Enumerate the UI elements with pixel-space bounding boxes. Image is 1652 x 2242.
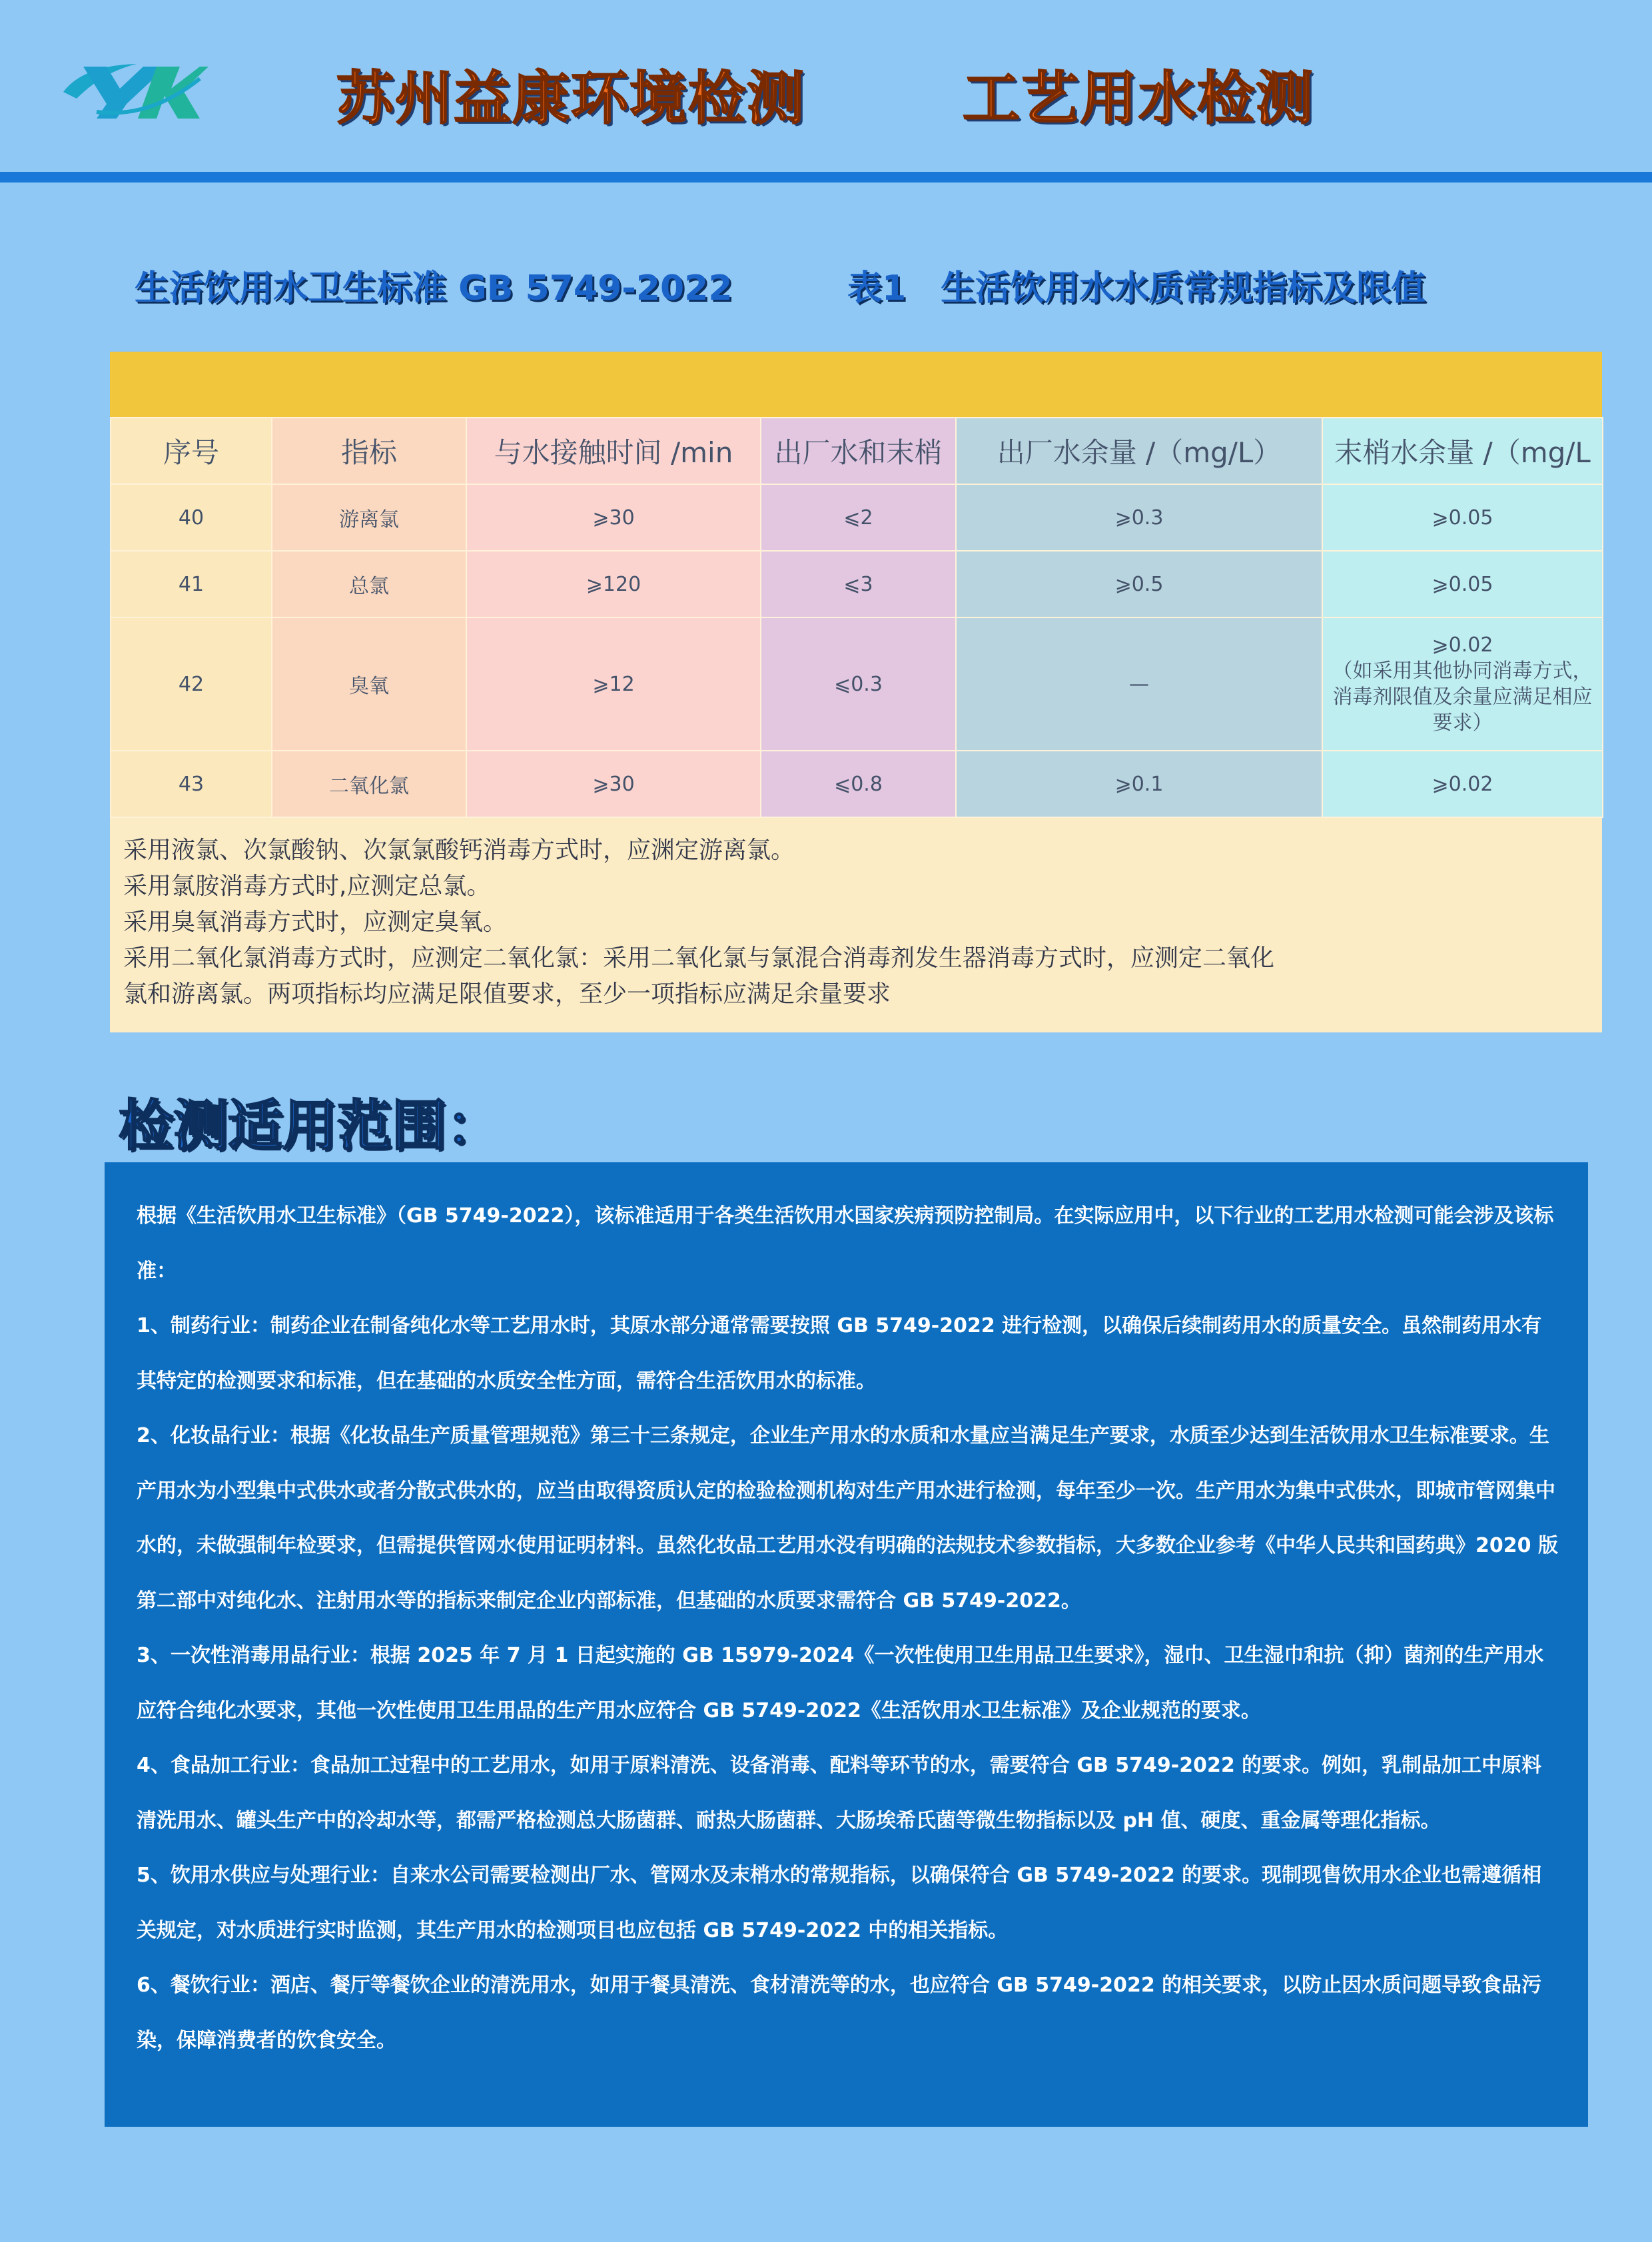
limits-table [110, 417, 1603, 818]
cell-indicator: 总氯 [272, 551, 466, 617]
scope-paragraph: 4、食品加工行业：食品加工过程中的工艺用水，如用于原料清洗、设备消毒、配料等环节的水，需要符合 GB 5749-2022 的要求。例如，乳制品加工中原料清洗用水、罐头生产中的冷却水等，都需严格检测总大肠菌群、耐热大肠菌群、大肠埃希氏菌等微生物指标以及 pH 值、硬度、重金属等理化指标。 [137, 1754, 1542, 1832]
note-line: 采用氯胺消毒方式时,应测定总氯。 [123, 873, 491, 900]
cell-factory-residual: ⩾0.1 [956, 751, 1322, 817]
cell-contact-time: ⩾30 [466, 751, 761, 817]
cell-tap-residual: ⩾0.05 [1322, 484, 1603, 551]
table-row [111, 551, 1603, 617]
standard-table [110, 352, 1602, 1032]
cell-no: 41 [111, 551, 272, 617]
scope-paragraph: 6、餐饮行业：酒店、餐厅等餐饮企业的清洗用水，如用于餐具清洗、食材清洗等的水，也应符合 GB 5749-2022 的相关要求，以防止因水质问题导致食品污染，保障消费者的饮食安全。 [137, 1974, 1542, 2052]
note-line: 采用液氯、次氯酸钠、次氯氯酸钙消毒方式时，应渊定游离氯。 [123, 837, 795, 864]
cell-line: 消毒剂限值及余量应满足相应 [1332, 685, 1593, 709]
scope-title: 检测适用范围： [119, 1094, 502, 1158]
table-header-row [111, 418, 1603, 484]
scope-paragraph: 3、一次性消毒用品行业：根据 2025 年 7 月 1 日起实施的 GB 15979-2024《一次性使用卫生用品卫生要求》，湿巾、卫生湿巾和抗（抑）菌剂的生产用水应符合纯化水要求，其他一次性使用卫生用品的生产用水应符合 GB 5749-2022《生活饮用水卫生标准》及企业规范的要求。 [137, 1644, 1544, 1722]
company-logo [57, 52, 210, 125]
col-header-indicator: 指标 [272, 418, 466, 484]
brand-name: 苏州益康环境检测 [336, 65, 805, 132]
table-title: 表1 生活饮用水水质常规指标及限值 [847, 268, 1426, 308]
cell-no: 42 [111, 617, 272, 751]
note-line: 氯和游离氯。两项指标均应满足限值要求，至少一项指标应满足余量要求 [123, 980, 891, 1008]
cell-indicator: 二氧化氯 [272, 751, 466, 817]
cell-limit: ⩽0.8 [761, 751, 956, 817]
cell-indicator: 游离氯 [272, 484, 466, 551]
cell-limit: ⩽0.3 [761, 617, 956, 751]
scope-panel [105, 1162, 1588, 2127]
cell-line: 要求） [1432, 711, 1493, 735]
scope-paragraph: 2、化妆品行业：根据《化妆品生产质量管理规范》第三十三条规定，企业生产用水的水质和水量应当满足生产要求，水质至少达到生活饮用水卫生标准要求。生产用水为小型集中式供水或者分散式供水的，应当由取得资质认定的检验检测机构对生产用水进行检测，每年至少一次。生产用水为集中式供水，即城市管网集中水的，未做强制年检要求，但需提供管网水使用证明材料。虽然化妆品工艺用水没有明确的法规技术参数指标，大多数企业参考《中华人民共和国药典》2020 版第二部中对纯化水、注射用水等的指标来制定企业内部标准，但基础的水质要求需符合 GB 5749-2022。 [137, 1424, 1558, 1613]
scope-paragraph: 1、制药行业：制药企业在制备纯化水等工艺用水时，其原水部分通常需要按照 GB 5749-2022 进行检测，以确保后续制药用水的质量安全。虽然制药用水有其特定的检测要求和标准，但在基础的水质安全性方面，需符合生活饮用水的标准。 [137, 1314, 1542, 1393]
col-header-contact-time: 与水接触时间 /min [466, 418, 761, 484]
cell-contact-time: ⩾12 [466, 617, 761, 751]
cell-factory-residual: ⩾0.5 [956, 551, 1322, 617]
standard-title: 生活饮用水卫生标准 GB 5749-2022 [135, 268, 733, 308]
cell-no: 40 [111, 484, 272, 551]
table-row [111, 484, 1603, 551]
note-line: 采用二氧化氯消毒方式时，应测定二氧化氯：采用二氧化氯与氯混合消毒剂发生器消毒方式时，应测定二氧化 [123, 944, 1275, 972]
table-row [111, 617, 1603, 751]
service-title: 工艺用水检测 [963, 65, 1314, 132]
cell-limit: ⩽3 [761, 551, 956, 617]
cell-tap-residual [1322, 617, 1603, 751]
header-divider [0, 172, 1652, 183]
cell-tap-residual: ⩾0.05 [1322, 551, 1603, 617]
cell-tap-residual: ⩾0.02 [1322, 751, 1603, 817]
scope-paragraph: 根据《生活饮用水卫生标准》（GB 5749-2022），该标准适用于各类生活饮用水国家疾病预防控制局。在实际应用中，以下行业的工艺用水检测可能会涉及该标准： [137, 1204, 1554, 1283]
cell-contact-time: ⩾120 [466, 551, 761, 617]
table-header-band [110, 352, 1602, 417]
cell-contact-time: ⩾30 [466, 484, 761, 551]
col-header-limit: 出厂水和末梢 [761, 418, 956, 484]
col-header-tap-residual: 末梢水余量 /（mg/L [1322, 418, 1603, 484]
cell-line: （如采用其他协同消毒方式， [1332, 659, 1593, 683]
cell-factory-residual: — [956, 617, 1322, 751]
col-header-no: 序号 [111, 418, 272, 484]
cell-limit: ⩽2 [761, 484, 956, 551]
scope-paragraph: 5、饮用水供应与处理行业：自来水公司需要检测出厂水、管网水及末梢水的常规指标，以确保符合 GB 5749-2022 的要求。现制现售饮用水企业也需遵循相关规定，对水质进行实时监测，其生产用水的检测项目也应包括 GB 5749-2022 中的相关指标。 [137, 1864, 1542, 1942]
note-line: 采用臭氧消毒方式时，应测定臭氧。 [123, 909, 508, 936]
col-header-factory-residual: 出厂水余量 /（mg/L） [956, 418, 1322, 484]
scope-text [137, 1189, 1559, 2068]
cell-factory-residual: ⩾0.3 [956, 484, 1322, 551]
table-notes [123, 833, 1589, 1012]
cell-line: ⩾0.02 [1432, 633, 1493, 657]
cell-indicator: 臭氧 [272, 617, 466, 751]
table-row [111, 751, 1603, 817]
cell-no: 43 [111, 751, 272, 817]
page-header [0, 0, 1652, 173]
